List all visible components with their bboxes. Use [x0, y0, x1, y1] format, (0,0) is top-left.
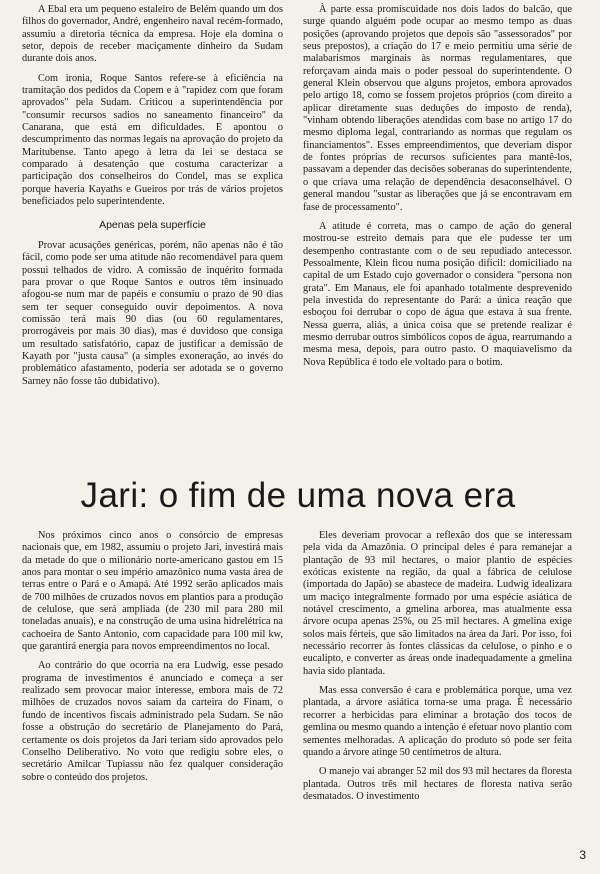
- paragraph: Mas essa conversão é cara e problemática porque, uma vez plantada, a árvore asiática torna-se uma praga. É necessário recorrer a herbicidas para eliminar a brotação dos tocos de gemlina ou mesmo quando a intenção é efetuar novo plantio com sementes melhoradas. A aplicação do produto só pode ser feita quando a árvore atinge 50 centímetros de altura.: [303, 685, 572, 758]
- article-column-bottom-right: [303, 530, 572, 810]
- article-column-top-right: [303, 4, 572, 376]
- paragraph: Eles deveriam provocar a reflexão dos que se interessam pela vida da Amazônia. O principal deles é para remanejar a plantação de 93 mil hectares, o maior plantio de espécies exóticas existente na região, da qual a fábrica de celulose (importada do Japão) se abastece de madeira. Ludwig idealizara um maciço integralmente formado por uma espécie asiática de notável crescimento, a gmelina arborea, mas atualmente essa árvore ocupa apenas 25%, ou 25 mil hectares. A gmelina exige solos mais férteis, que são limitados na área da Jari. Por isso, foi necessário recorrer às fontes clássicas da celulose, o pinho e o eucalipto, e converter as áreas onde inadequadamente a gmelina havia sido plantada.: [303, 530, 572, 677]
- article-headline: Jari: o fim de uma nova era: [80, 476, 516, 515]
- paragraph: O manejo vai abranger 52 mil dos 93 mil hectares da floresta plantada. Outros três mil hectares de floresta nativa serão desmatados. O investimento: [303, 766, 572, 802]
- paragraph: A Ebal era um pequeno estaleiro de Belém quando um dos filhos do governador, André, engenheiro naval recém-formado, assumiu a diretoria técnica da empresa. Hoje ela domina o setor, depois de receber maciçamente dinheiro da Sudam durante dois anos.: [22, 4, 283, 65]
- paragraph: Ao contrário do que ocorria na era Ludwig, esse pesado programa de investimentos é anunciado e começa a ser realizado sem provocar maior interesse, embora mais de 72 milhões de cruzados novos saiam da carteira do Finam, o fundo de incentivos fiscais administrado pela Sudam. Se não fosse a obstrução do secretário de Planejamento do Pará, certamente os dois projetos da Jari teriam sido aprovados pelo Conselho Deliberativo. No voto que redigiu sobre eles, o secretário Amilcar Tupiassu não fez qualquer consideração sobre o conteúdo dos projetos.: [22, 660, 283, 783]
- paragraph: Provar acusações genéricas, porém, não apenas não é tão fácil, como pode ser uma atitude não recomendável para quem possui telhados de vidro. A comissão de inquérito formada para provar o que Roque Santos e outros têm insinuado afogou-se num mar de papéis e consumiu o prazo de 90 dias sem ter sequer conseguido ouvir depoimentos. A nova comissão terá mais 90 dias (ou 60 regulamentares, prorrogáveis por mais 30 dias), mas é duvidoso que consiga um resultado satisfatório, capaz de justificar a demissão de Kayath por "justa causa" (a simples exoneração, ao invés do problemático afastamento, poderia ser adotada se o governo Sarney não fosse tão dubidativo).: [22, 239, 283, 387]
- article-column-top-left: [22, 4, 283, 395]
- article-column-bottom-left: [22, 530, 283, 791]
- paragraph: Nos próximos cinco anos o consórcio de empresas nacionais que, em 1982, assumiu o projeto Jari, investirá mais da metade do que o milionário norte-americano gastou em 15 anos para montar o seu império amazônico numa vasta área de terras entre o Pará e o Amapá. Até 1992 serão aplicados mais de 700 milhões de cruzados novos em plantios para a produção de celulose, que será ampliada (de 230 mil para 280 mil toneladas anuais), e na construção de uma usina hidrelétrica na cachoeira de Santo Antonio, com capacidade para 100 mil kw, que garantirá energia para novos empreendimentos no local.: [22, 530, 283, 653]
- section-subheading: Apenas pela superfície: [99, 218, 206, 231]
- paragraph: Com ironia, Roque Santos refere-se à eficiência na tramitação dos pedidos da Copem e à "rapidez com que foram aprovados" pela Sudam. Criticou a superintendência por "consumir recursos sadios no saneamento financeiro" da Canarana, que está em dificuldades. E apontou o descumprimento das normas legais na aprovação do projeto da Maritubense. Tanto apego à letra da lei se destaca se comparado à desatenção que costuma caracterizar a participação dos conselheiros do Condel, mas se explica porque haveria Kayaths e Gueiros por trás de vários projetos beneficiados pelo superintendente.: [22, 72, 283, 208]
- page-number: 3: [579, 848, 586, 862]
- paragraph: À parte essa promiscuidade nos dois lados do balcão, que surge quando alguém pode ocupar ao mesmo tempo as duas posições (aprovando projetos que depois são "assessorados" por seus prepostos), a criação do 17 e meio permitiu uma série de malabarismos marginais às normas regulamentares, que reforçavam ainda mais o poder pessoal do superintendente. O general Klein observou que alguns projetos, embora aprovados pelo artigo 18, como se fossem projetos próprios (com direito a aplicar diretamente suas deduções do imposto de renda), "vinham obtendo liberações atendidas com base no artigo 17 do mesmo diploma legal, contrariando as normas que regulam os financiamentos". Esses empreendimentos, que deveriam dispor de fontes próprias de recursos suficientes para mantê-los, passavam a depender das decisões soberanas do superintendente, o que criava uma relação de dependência desaconselhável. O general mandou "sustar as liberações que já se encontravam em fase de processamento".: [303, 4, 572, 213]
- paragraph: A atitude é correta, mas o campo de ação do general mostrou-se estreito demais para que ele pudesse ter um desempenho contrastante com o de seu repudiado antecessor. Pessoalmente, Klein ficou numa posição difícil: domiciliado na capital de um Estado cujo governador o considera "persona non grata". Em Manaus, ele foi apanhado totalmente desprevenido pela investida do representante do Pará: a única reação que esboçou foi derrubar o copo de água que estava à sua frente. Nessa guerra, aliás, a única coisa que se pretende realizar é mesmo derrubar outros simbólicos copos de água, rearrumando a mesma mesa, depois, para outro pasto. O maquiavelismo da Nova República é todo ele voltado para o botim.: [303, 220, 572, 368]
